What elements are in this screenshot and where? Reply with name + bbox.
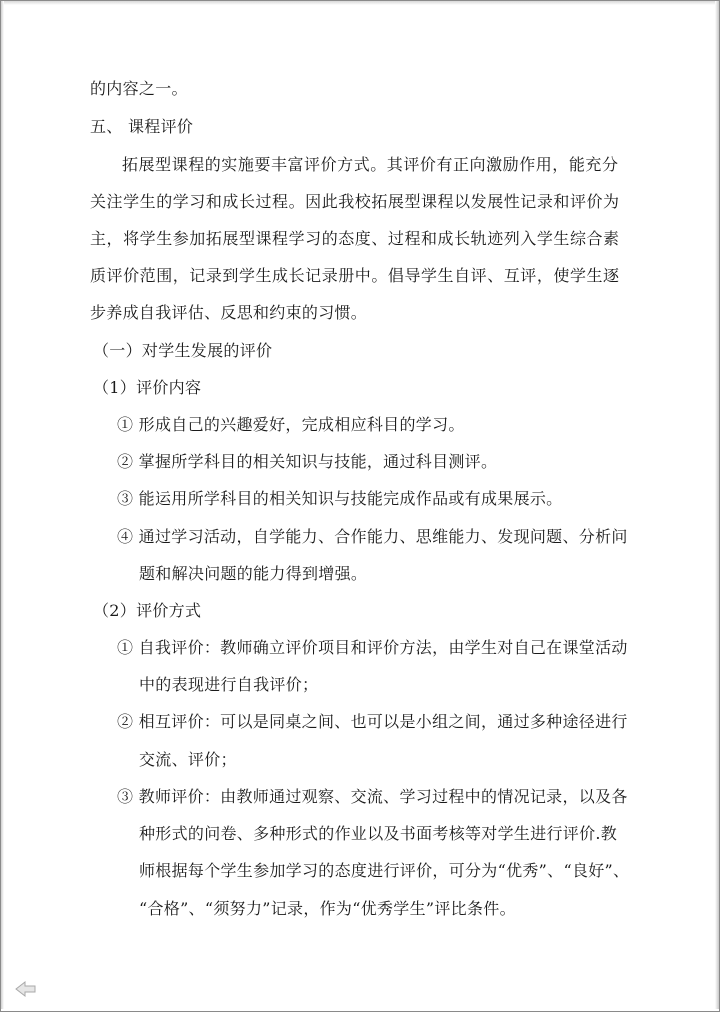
list-item: ② 掌握所学科目的相关知识与技能，通过科目测评。 [117,452,498,471]
back-arrow-icon[interactable] [14,980,38,998]
list-item-continuation: “合格”、“须努力”记录，作为“优秀学生”评比条件。 [139,899,516,918]
list-item-continuation: 题和解决问题的能力得到增强。 [139,564,368,583]
text-line: 步养成自我评估、反思和约束的习惯。 [90,303,368,322]
list-item-continuation: 中的表现进行自我评价； [139,675,319,694]
list-item: ① 自我评价：教师确立评价项目和评价方法，由学生对自己在课堂活动 [117,638,628,657]
subsection-heading: （1）评价内容 [93,378,202,397]
page-shadow-right [715,1,719,1009]
list-item-continuation: 种形式的问卷、多种形式的作业以及书面考核等对学生进行评价.教 [139,824,618,843]
list-item: ③ 教师评价：由教师通过观察、交流、学习过程中的情况记录，以及各 [117,787,628,806]
list-item: ② 相互评价：可以是同桌之间、也可以是小组之间，通过多种途径进行 [117,712,628,731]
text-line: 关注学生的学习和成长过程。因此我校拓展型课程以发展性记录和评价为 [90,192,620,211]
text-line: 拓展型课程的实施要丰富评价方式。其评价有正向激励作用，能充分 [122,155,619,174]
list-item-continuation: 交流、评价； [139,750,237,769]
page-shadow-left [1,1,4,1009]
subsection-heading: （一）对学生发展的评价 [93,341,273,360]
list-item-continuation: 师根据每个学生参加学习的态度进行评价，可分为“优秀”、“良好”、 [139,861,630,880]
list-item: ① 形成自己的兴趣爱好，完成相应科目的学习。 [117,415,465,434]
text-line: 的内容之一。 [90,79,188,98]
list-item: ④ 通过学习活动，自学能力、合作能力、思维能力、发现问题、分析问 [117,527,628,546]
section-heading: 五、 课程评价 [90,117,194,136]
text-line: 质评价范围，记录到学生成长记录册中。倡导学生自评、互评，使学生逐 [90,266,620,285]
list-item: ③ 能运用所学科目的相关知识与技能完成作品或有成果展示。 [117,489,563,508]
text-line: 主，将学生参加拓展型课程学习的态度、过程和成长轨迹列入学生综合素 [90,229,620,248]
page-shadow-top [1,1,717,5]
subsection-heading: （2）评价方式 [93,601,202,620]
